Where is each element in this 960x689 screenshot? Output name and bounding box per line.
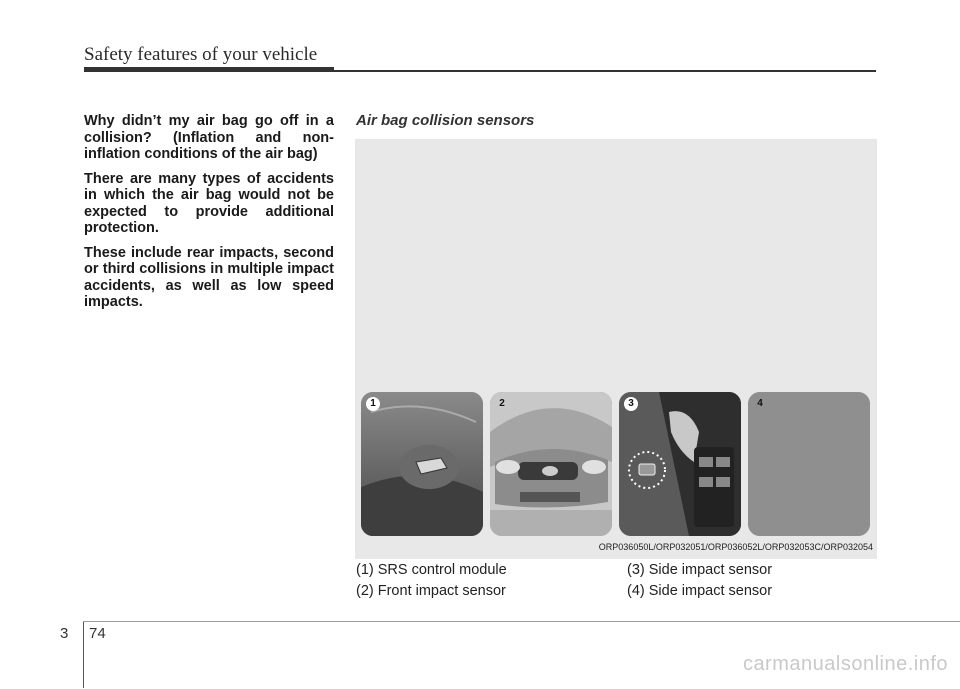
paragraph-2: These include rear impacts, second or third collisions in multiple impact accidents, as well as low speed impacts. <box>84 244 334 310</box>
left-column-text <box>84 113 334 319</box>
vehicle-illustration-area <box>355 139 877 389</box>
header-rule-thick <box>84 67 334 72</box>
srs-control-module-photo <box>361 392 483 536</box>
photo-number-1: 1 <box>366 397 380 411</box>
footer-rule <box>83 621 960 622</box>
photo-number-3: 3 <box>624 397 638 411</box>
front-impact-sensor-photo <box>490 392 612 536</box>
question-heading: Why didn’t my air bag go off in a collision? (Inflation and non-inflation conditions of the air bag) <box>84 113 334 162</box>
watermark: carmanualsonline.info <box>742 653 948 675</box>
caption-3: (3) Side impact sensor <box>627 562 773 578</box>
footer-divider <box>83 622 84 688</box>
page-number: 74 <box>89 625 106 642</box>
figure-box <box>355 139 877 559</box>
page-header-title: Safety features of your vehicle <box>84 44 318 65</box>
caption-1: (1) SRS control module <box>356 562 507 578</box>
side-impact-sensor-photo <box>748 392 870 536</box>
section-number: 3 <box>60 625 69 642</box>
caption-4: (4) Side impact sensor <box>627 583 773 599</box>
side-impact-sensor-door-photo <box>619 392 741 536</box>
photo-number-4: 4 <box>757 398 763 409</box>
figure-code: ORP036050L/ORP032051/ORP036052L/ORP032053C/ORP032054 <box>598 542 873 552</box>
header-rule-thin <box>334 70 876 72</box>
photo-number-2: 2 <box>499 398 505 409</box>
section-heading: Air bag collision sensors <box>356 112 535 129</box>
caption-2: (2) Front impact sensor <box>356 583 506 599</box>
paragraph-1: There are many types of accidents in which the air bag would not be expected to provide additional protection. <box>84 170 334 236</box>
